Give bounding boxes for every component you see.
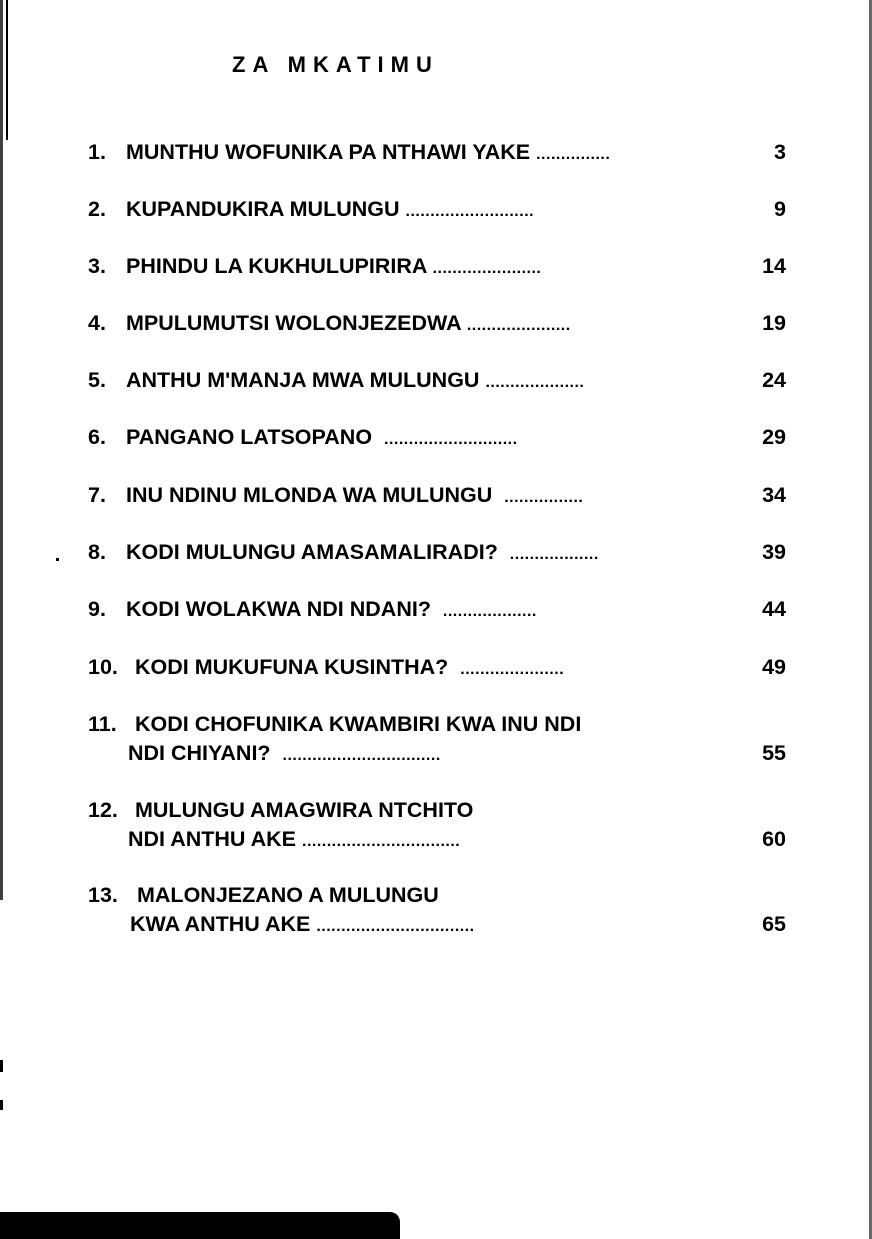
entry-page-number: 3 (774, 140, 786, 164)
page-title: ZA MKATIMU (232, 52, 439, 77)
entry-page-number: 60 (762, 827, 786, 851)
entry-title: MPULUMUTSI WOLONJEZEDWA ..................... (126, 311, 571, 335)
entry-number: 3. (88, 254, 106, 278)
entry-title: KUPANDUKIRA MULUNGU .......................... (126, 197, 535, 221)
entry-number: 6. (88, 425, 106, 449)
entry-number: 7. (88, 483, 106, 507)
entry-number: 12. (88, 798, 118, 822)
entry-number: 5. (88, 368, 106, 392)
entry-number: 13. (88, 883, 118, 907)
scan-edge-bottom (0, 1212, 400, 1239)
entry-title-line-2: NDI ANTHU AKE ................................ (128, 827, 461, 851)
entry-number: 1. (88, 140, 106, 164)
entry-title-line-1: KODI CHOFUNIKA KWAMBIRI KWA INU NDI (135, 712, 582, 736)
entry-page-number: 14 (762, 254, 786, 278)
entry-number: 2. (88, 197, 106, 221)
entry-page-number: 49 (762, 655, 786, 679)
entry-number: 4. (88, 311, 106, 335)
entry-title-line-1: MULUNGU AMAGWIRA NTCHITO (135, 798, 474, 822)
entry-title-line-1: MALONJEZANO A MULUNGU (137, 883, 439, 907)
entry-number: 9. (88, 597, 106, 621)
entry-page-number: 29 (762, 425, 786, 449)
entry-page-number: 44 (762, 597, 786, 621)
scan-speck (56, 558, 59, 561)
entry-page-number: 9 (774, 197, 786, 221)
entry-title: KODI MUKUFUNA KUSINTHA? ..................... (135, 655, 565, 679)
entry-page-number: 19 (762, 311, 786, 335)
entry-page-number: 39 (762, 540, 786, 564)
entry-title-line-2: NDI CHIYANI? ................................ (128, 741, 441, 765)
scan-edge-left (0, 0, 3, 900)
entry-number: 11. (88, 712, 117, 736)
scan-edge-left-inner (6, 0, 8, 140)
entry-title: KODI WOLAKWA NDI NDANI? ................... (126, 597, 537, 621)
entry-page-number: 55 (762, 741, 786, 765)
entry-page-number: 65 (762, 912, 786, 936)
scan-speck (0, 1100, 3, 1110)
entry-title: PANGANO LATSOPANO ........................... (126, 425, 518, 449)
entry-title-line-2: KWA ANTHU AKE ................................ (130, 912, 475, 936)
entry-page-number: 24 (762, 368, 786, 392)
entry-page-number: 34 (762, 483, 786, 507)
scan-speck (0, 1060, 3, 1072)
entry-title: INU NDINU MLONDA WA MULUNGU ................ (126, 483, 584, 507)
entry-number: 10. (88, 655, 118, 679)
entry-title: MUNTHU WOFUNIKA PA NTHAWI YAKE ............... (126, 140, 611, 164)
entry-title: KODI MULUNGU AMASAMALIRADI? .................. (126, 540, 599, 564)
entry-title: PHINDU LA KUKHULUPIRIRA ...................... (126, 254, 542, 278)
entry-title: ANTHU M'MANJA MWA MULUNGU .................... (126, 368, 585, 392)
entry-number: 8. (88, 540, 106, 564)
